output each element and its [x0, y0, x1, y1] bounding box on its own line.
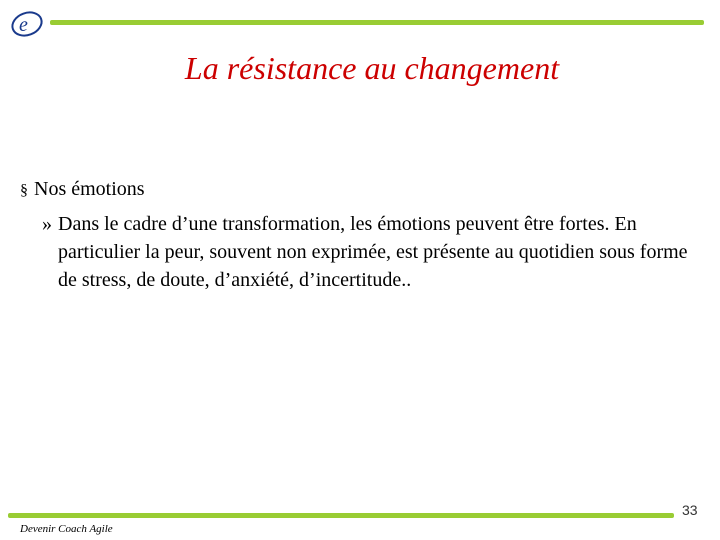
sub-bullet-item [42, 210, 702, 294]
bullet-text: Nos émotions [34, 178, 145, 200]
bottom-accent-bar [8, 513, 674, 518]
top-accent-bar [50, 20, 704, 25]
bullet-item [20, 176, 145, 204]
bullet-marker: § [20, 182, 28, 199]
page-number: 33 [682, 502, 698, 518]
sub-bullet-text: Dans le cadre d’une transformation, les émotions peuvent être fortes. En particulier la peur, souvent non exprimée, est présente au quotidien sous forme de stress, de doute, d’anxiété, d’incertitude.. [58, 213, 688, 291]
footer-text: Devenir Coach Agile [20, 523, 113, 535]
sub-bullet-marker: » [42, 213, 52, 235]
svg-text:e: e [19, 14, 28, 36]
company-logo-icon [10, 10, 46, 42]
slide-title: La résistance au changement [184, 50, 560, 86]
